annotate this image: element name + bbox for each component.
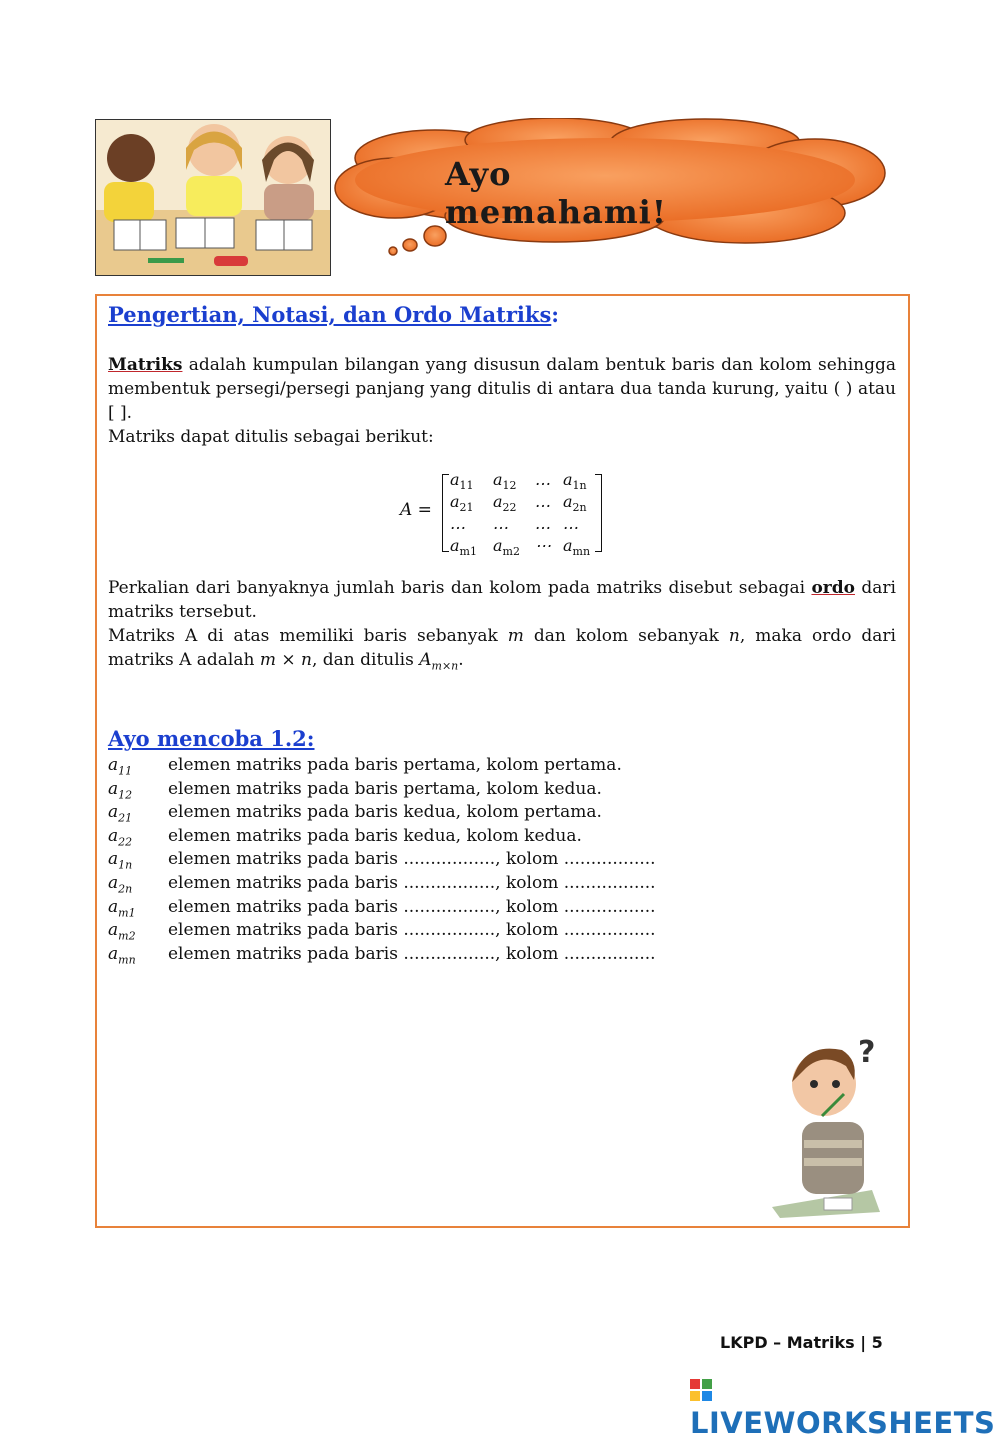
matrix-cell: … [493,514,509,533]
mA-sub: m×n [431,659,459,673]
section1-colon: : [551,302,560,327]
paragraph-written: Matriks dapat ditulis sebagai berikut: [108,427,434,447]
matrix-right-bracket [595,474,602,552]
element-symbol: $a_{m2}$ [108,920,136,943]
matrix-cell: … [535,470,551,489]
matrix-cell: $a_{mn}$ [563,536,591,559]
matrix-cell: … [535,514,551,533]
element-description: elemen matriks pada baris ................., kolom ................. [168,873,656,893]
matrix-cell: … [535,492,551,511]
cloud-title: Ayo memahami! [445,155,667,231]
matrix-cell: ⋯ [535,536,551,555]
keyword-ordo: ordo [811,578,855,598]
thinking-boy-illustration [762,1022,882,1218]
element-description: elemen matriks pada baris pertama, kolom pertama. [168,755,622,775]
element-symbol: $a_{12}$ [108,778,133,801]
element-description: elemen matriks pada baris ................., kolom ................. [168,896,656,917]
element-description: elemen matriks pada baris ................., kolom ................. [168,920,656,941]
paragraph-matrix-A [108,624,896,678]
section1-heading [108,302,559,327]
kids-illustration [95,119,331,276]
mA-n: n [728,626,740,646]
liveworksheets-icon [690,1379,712,1401]
matrix-cell: $a_{2n}$ [563,492,587,515]
paragraph-definition [108,353,896,425]
matrix-label: A = [400,500,432,520]
element-symbol: $a_{mn}$ [108,943,136,967]
element-symbol: $a_{22}$ [108,825,133,849]
element-description: elemen matriks pada baris ................., kolom ................. [168,943,656,964]
section2-title: Ayo mencoba 1.2: [108,726,315,751]
element-description: elemen matriks pada baris ................., kolom ................. [168,849,656,870]
mA-mxn: m × n [259,650,312,670]
matrix-cell: $a_{12}$ [493,470,517,493]
matrix-cell: … [563,514,579,533]
matrix-cell: $a_{11}$ [450,470,474,493]
element-symbol: $a_{2n}$ [108,873,133,896]
mA-text-c: , maka ordo dari matriks A adalah [108,626,896,670]
paragraph-ordo [108,576,896,624]
section1-title: Pengertian, Notasi, dan Ordo Matriks [108,302,552,327]
ordo-text-a: Perkalian dari banyaknya jumlah baris dan kolom pada matriks disebut sebagai [108,578,812,598]
element-description: elemen matriks pada baris kedua, kolom pertama. [168,802,602,823]
element-symbol: $a_{11}$ [108,755,133,778]
element-symbol: $a_{m1}$ [108,896,136,919]
brand-logo [690,1372,1000,1440]
element-description: elemen matriks pada baris kedua, kolom kedua. [168,825,582,846]
mA-m: m [507,626,524,646]
matrix-cell: $a_{22}$ [493,492,517,515]
mA-text-e: . [458,650,464,670]
matrix-A [400,470,610,559]
keyword-matriks: Matriks [108,355,183,375]
matrix-cell: $a_{1n}$ [563,470,587,493]
matrix-left-bracket [442,474,449,552]
ordo-text-b: dari matriks tersebut. [108,578,896,622]
element-symbol: $a_{1n}$ [108,849,133,872]
matrix-cell: $a_{21}$ [450,492,474,515]
page-footer: LKPD – Matriks | 5 [720,1333,883,1352]
section2-heading [108,726,315,751]
mA-text-b: dan kolom sebanyak [523,626,729,646]
brand-text: LIVEWORKSHEETS [690,1406,996,1440]
definition-text: adalah kumpulan bilangan yang disusun dalam bentuk baris dan kolom sehingga membentuk persegi/persegi panjang yang ditulis di antara dua tanda kurung, yaitu ( ) atau [ ]. [108,355,896,423]
matrix-cell: $a_{m1}$ [450,536,477,559]
mA-text-d: , dan ditulis [311,650,420,670]
matrix-cell: $a_{m2}$ [493,536,520,559]
element-description: elemen matriks pada baris pertama, kolom kedua. [168,778,602,799]
svg-text:?: ? [858,1035,876,1070]
element-symbol: $a_{21}$ [108,802,133,825]
mA-A: A [419,650,432,670]
matrix-cell: … [450,514,466,533]
mA-text-a: Matriks A di atas memiliki baris sebanyak [108,626,508,646]
